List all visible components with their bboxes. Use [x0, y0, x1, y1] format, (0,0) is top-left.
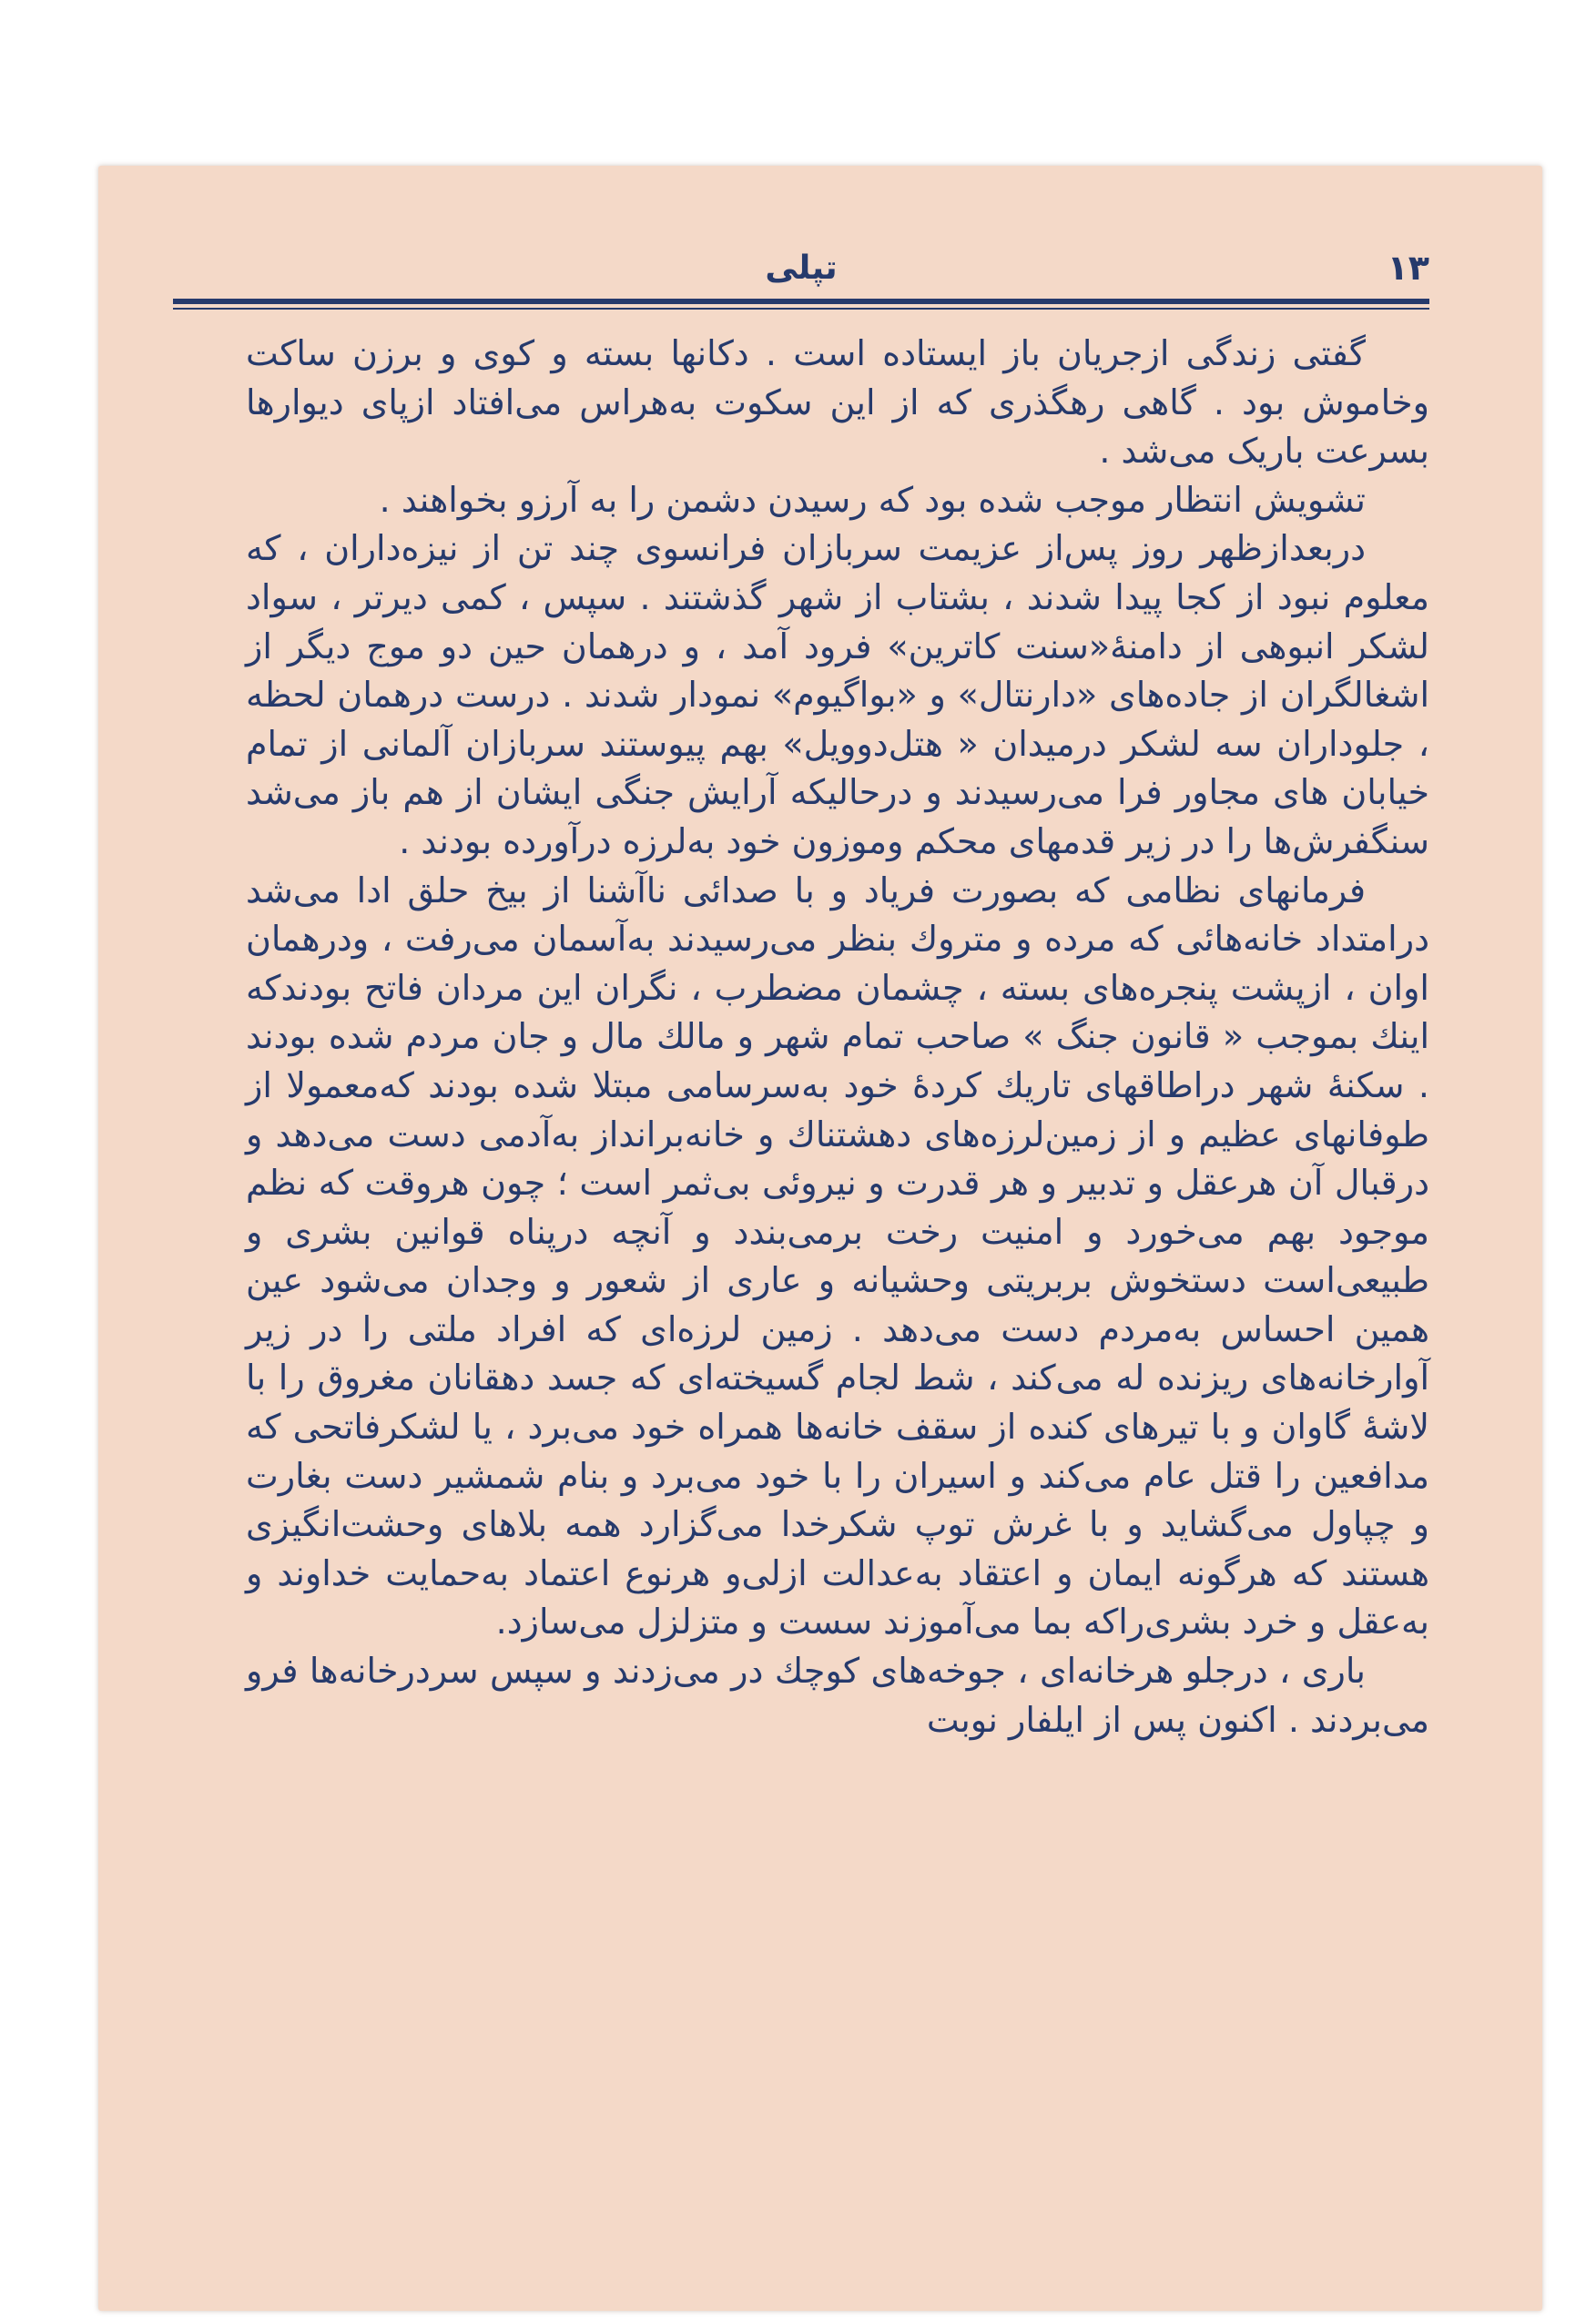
page-body [246, 330, 1429, 1744]
page-number: ۱۳ [1387, 248, 1429, 288]
page-header [173, 239, 1429, 311]
paragraph: تشویش انتظار موجب شده بود که رسیدن دشمن را به آرزو بخواهند . [379, 479, 1366, 520]
paragraph: دربعدازظهر روز پس‌از عزیمت سربازان فرانسوی چند تن از نیزه‌داران ، که معلوم نبود از کجا پیدا شدند ، بشتاب از شهر گذشتند . سپس ، کمی دیرتر ، سواد لشکر انبوهی از دامنهٔ«سنت کاترین» فرود آمد ، و درهمان حین دو موج دیگر از اشغالگران از جاده‌های «دارنتال» و «بواگیوم» نمودار شدند . درست درهمان لحظه ، جلوداران سه لشکر درمیدان « هتل‌دوویل» بهم پیوستند سربازان آلمانی از تمام خیابان های مجاور فرا می‌رسیدند و درحالیکه آرایش جنگی ایشان از هم باز می‌شد سنگفرش‌ها را در زیر قدمهای محکم وموزون خود به‌لرزه درآورده بودند . [246, 528, 1429, 861]
header-rule [173, 299, 1429, 304]
header-rule-thin [173, 308, 1429, 310]
running-title: تپلی [765, 249, 838, 287]
paragraph: فرمانهای نظامی که بصورت فریاد و با صدائی ناآشنا از بیخ حلق ادا می‌شد درامتداد خانه‌هائی که مرده و متروك بنظر می‌رسیدند به‌آسمان می‌رفت ، ودرهمان اوان ، ازپشت پنجره‌های بسته ، چشمان مضطرب ، نگران این مردان فاتح بودندکه اینك بموجب « قانون جنگ » صاحب تمام شهر و مالك مال و جان مردم شده بودند . سکنهٔ شهر دراطاقهای تاریك کردهٔ خود به‌سرسامی مبتلا شده بودند که‌معمولا از طوفانهای عظیم و از زمین‌لرزه‌های دهشتناك و خانه‌برانداز به‌آدمی دست می‌دهد و درقبال آن هرعقل و تدبیر و هر قدرت و نیروئی بی‌ثمر است ؛ چون هروقت که نظم موجود بهم می‌خورد و امنیت رخت برمی‌بندد و آنچه درپناه قوانین بشری و طبیعی‌است دستخوش بربریتی وحشیانه و عاری از شعور و وجدان می‌شود عین همین احساس به‌مردم دست می‌دهد . زمین لرزه‌ای که افراد ملتی را در زیر آوارخانه‌های ریزنده له می‌کند ، شط لجام گسیخته‌ای که جسد دهقانان مغروق را با لاشهٔ گاوان و با تیرهای کنده از سقف خانه‌ها همراه خود می‌برد ، یا لشکرفاتحی که مدافعین را قتل عام می‌کند و اسیران را با خود می‌برد و بنام شمشیر دست بغارت و چپاول می‌گشاید و با غرش توپ شکرخدا می‌گزارد همه بلاهای وحشت‌انگیزی هستند که هرگونه ایمان و اعتقاد به‌عدالت ازلی‌و هرنوع اعتماد به‌حمایت خداوند و به‌عقل و خرد بشری‌راکه بما می‌آموزند سست و متزلزل می‌سازد. [246, 870, 1429, 1643]
paragraph: باری ، درجلو هرخانه‌ای ، جوخه‌های کوچك در می‌زدند و سپس سردرخانه‌ها فرو می‌بردند . اکنون پس از ایلفار نوبت [246, 1651, 1429, 1740]
paragraph: گفتی زندگی ازجریان باز ایستاده است . دکانها بسته و کوی و برزن ساکت وخاموش بود . گاهی رهگذری که از این سکوت به‌هراس می‌افتاد ازپای دیوارها بسرعت باریک می‌شد . [246, 333, 1429, 472]
